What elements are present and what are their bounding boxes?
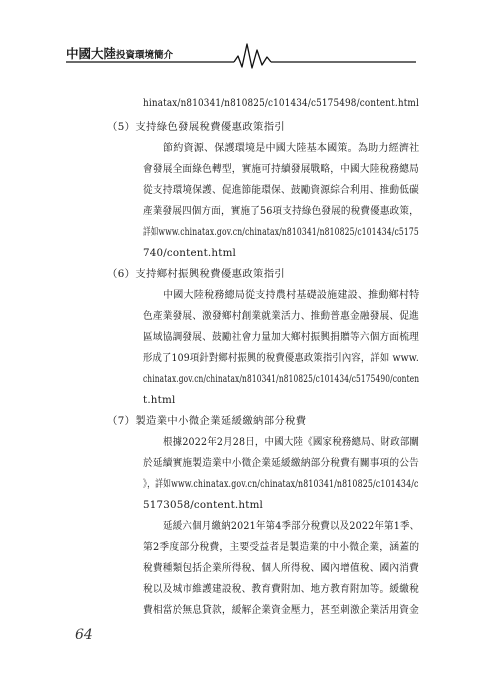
text-line: 會發展全面綠色轉型，實施可持續發展戰略，中國大陸稅務總局 — [143, 163, 419, 175]
text-line: 》，詳如www.chinatax.gov.cn/chinatax/n810341/n810825/c101434/c — [143, 478, 419, 490]
text-line: 從支持環境保護、促進節能環保、鼓勵資源綜合利用、推動低碳 — [143, 184, 419, 196]
text-line: t.html — [143, 394, 176, 406]
text-line: chinatax.gov.cn/chinatax/n810341/n810825/c101434/c5175490/conten — [143, 373, 420, 385]
header-title-main: 中國大陸 — [66, 46, 117, 61]
text-line: 稅以及城市維護建設稅、教育費附加、地方教育附加等。緩繳稅 — [143, 583, 419, 595]
header-title-sub: 投資環境簡介 — [116, 50, 174, 61]
text-line: 區域協調發展、鼓勵社會力量加大鄉村振興捐贈等六個方面梳理 — [143, 331, 419, 343]
text-line: 產業發展四個方面，實施了56項支持綠色發展的稅費優惠政策， — [143, 205, 419, 217]
text-line: 稅費種類包括企業所得稅、個人所得稅、國內增值稅、國內消費 — [143, 562, 419, 574]
text-line: 延緩六個月繳納2021年第4季部分稅費以及2022年第1季、 — [163, 520, 420, 532]
text-line: 5173058/content.html — [143, 499, 264, 511]
text-line: 於延續實施製造業中小微企業延緩繳納部分稅費有關事項的公告 — [143, 457, 419, 469]
text-line: 中國大陸稅務總局從支持農村基礎設施建設、推動鄉村特 — [163, 289, 420, 301]
page-number: 64 — [75, 627, 93, 643]
section-heading: （6）支持鄉村振興稅費優惠政策指引 — [107, 268, 286, 280]
text-line: 第2季度部分稅費，主要受益者是製造業的中小微企業，涵蓋的 — [143, 541, 420, 553]
section-heading: （5）支持綠色發展稅費優惠政策指引 — [107, 121, 286, 133]
text-line: 根據2022年2月28日，中國大陸《國家稅務總局、財政部關 — [163, 436, 420, 448]
text-line: hinatax/n810341/n810825/c101434/c5175498/content.html — [143, 97, 419, 109]
running-header — [66, 38, 416, 70]
text-line: 節約資源、保護環境是中國大陸基本國策。為助力經濟社 — [163, 142, 420, 154]
text-line: 形成了109項針對鄉村振興的稅費優惠政策指引內容，詳如 www. — [143, 352, 419, 364]
text-line: 740/content.html — [143, 247, 237, 259]
header-title — [66, 45, 173, 64]
text-line: 費相當於無息貸款，緩解企業資金壓力，甚至刺激企業活用資金 — [143, 604, 419, 616]
section-heading: （7）製造業中小微企業延緩繳納部分稅費 — [107, 415, 307, 427]
text-line: 詳如www.chinatax.gov.cn/chinatax/n810341/n810825/c101434/c5175 — [143, 226, 419, 238]
text-line: 色產業發展、激發鄉村創業就業活力、推動普惠金融發展、促進 — [143, 310, 419, 322]
